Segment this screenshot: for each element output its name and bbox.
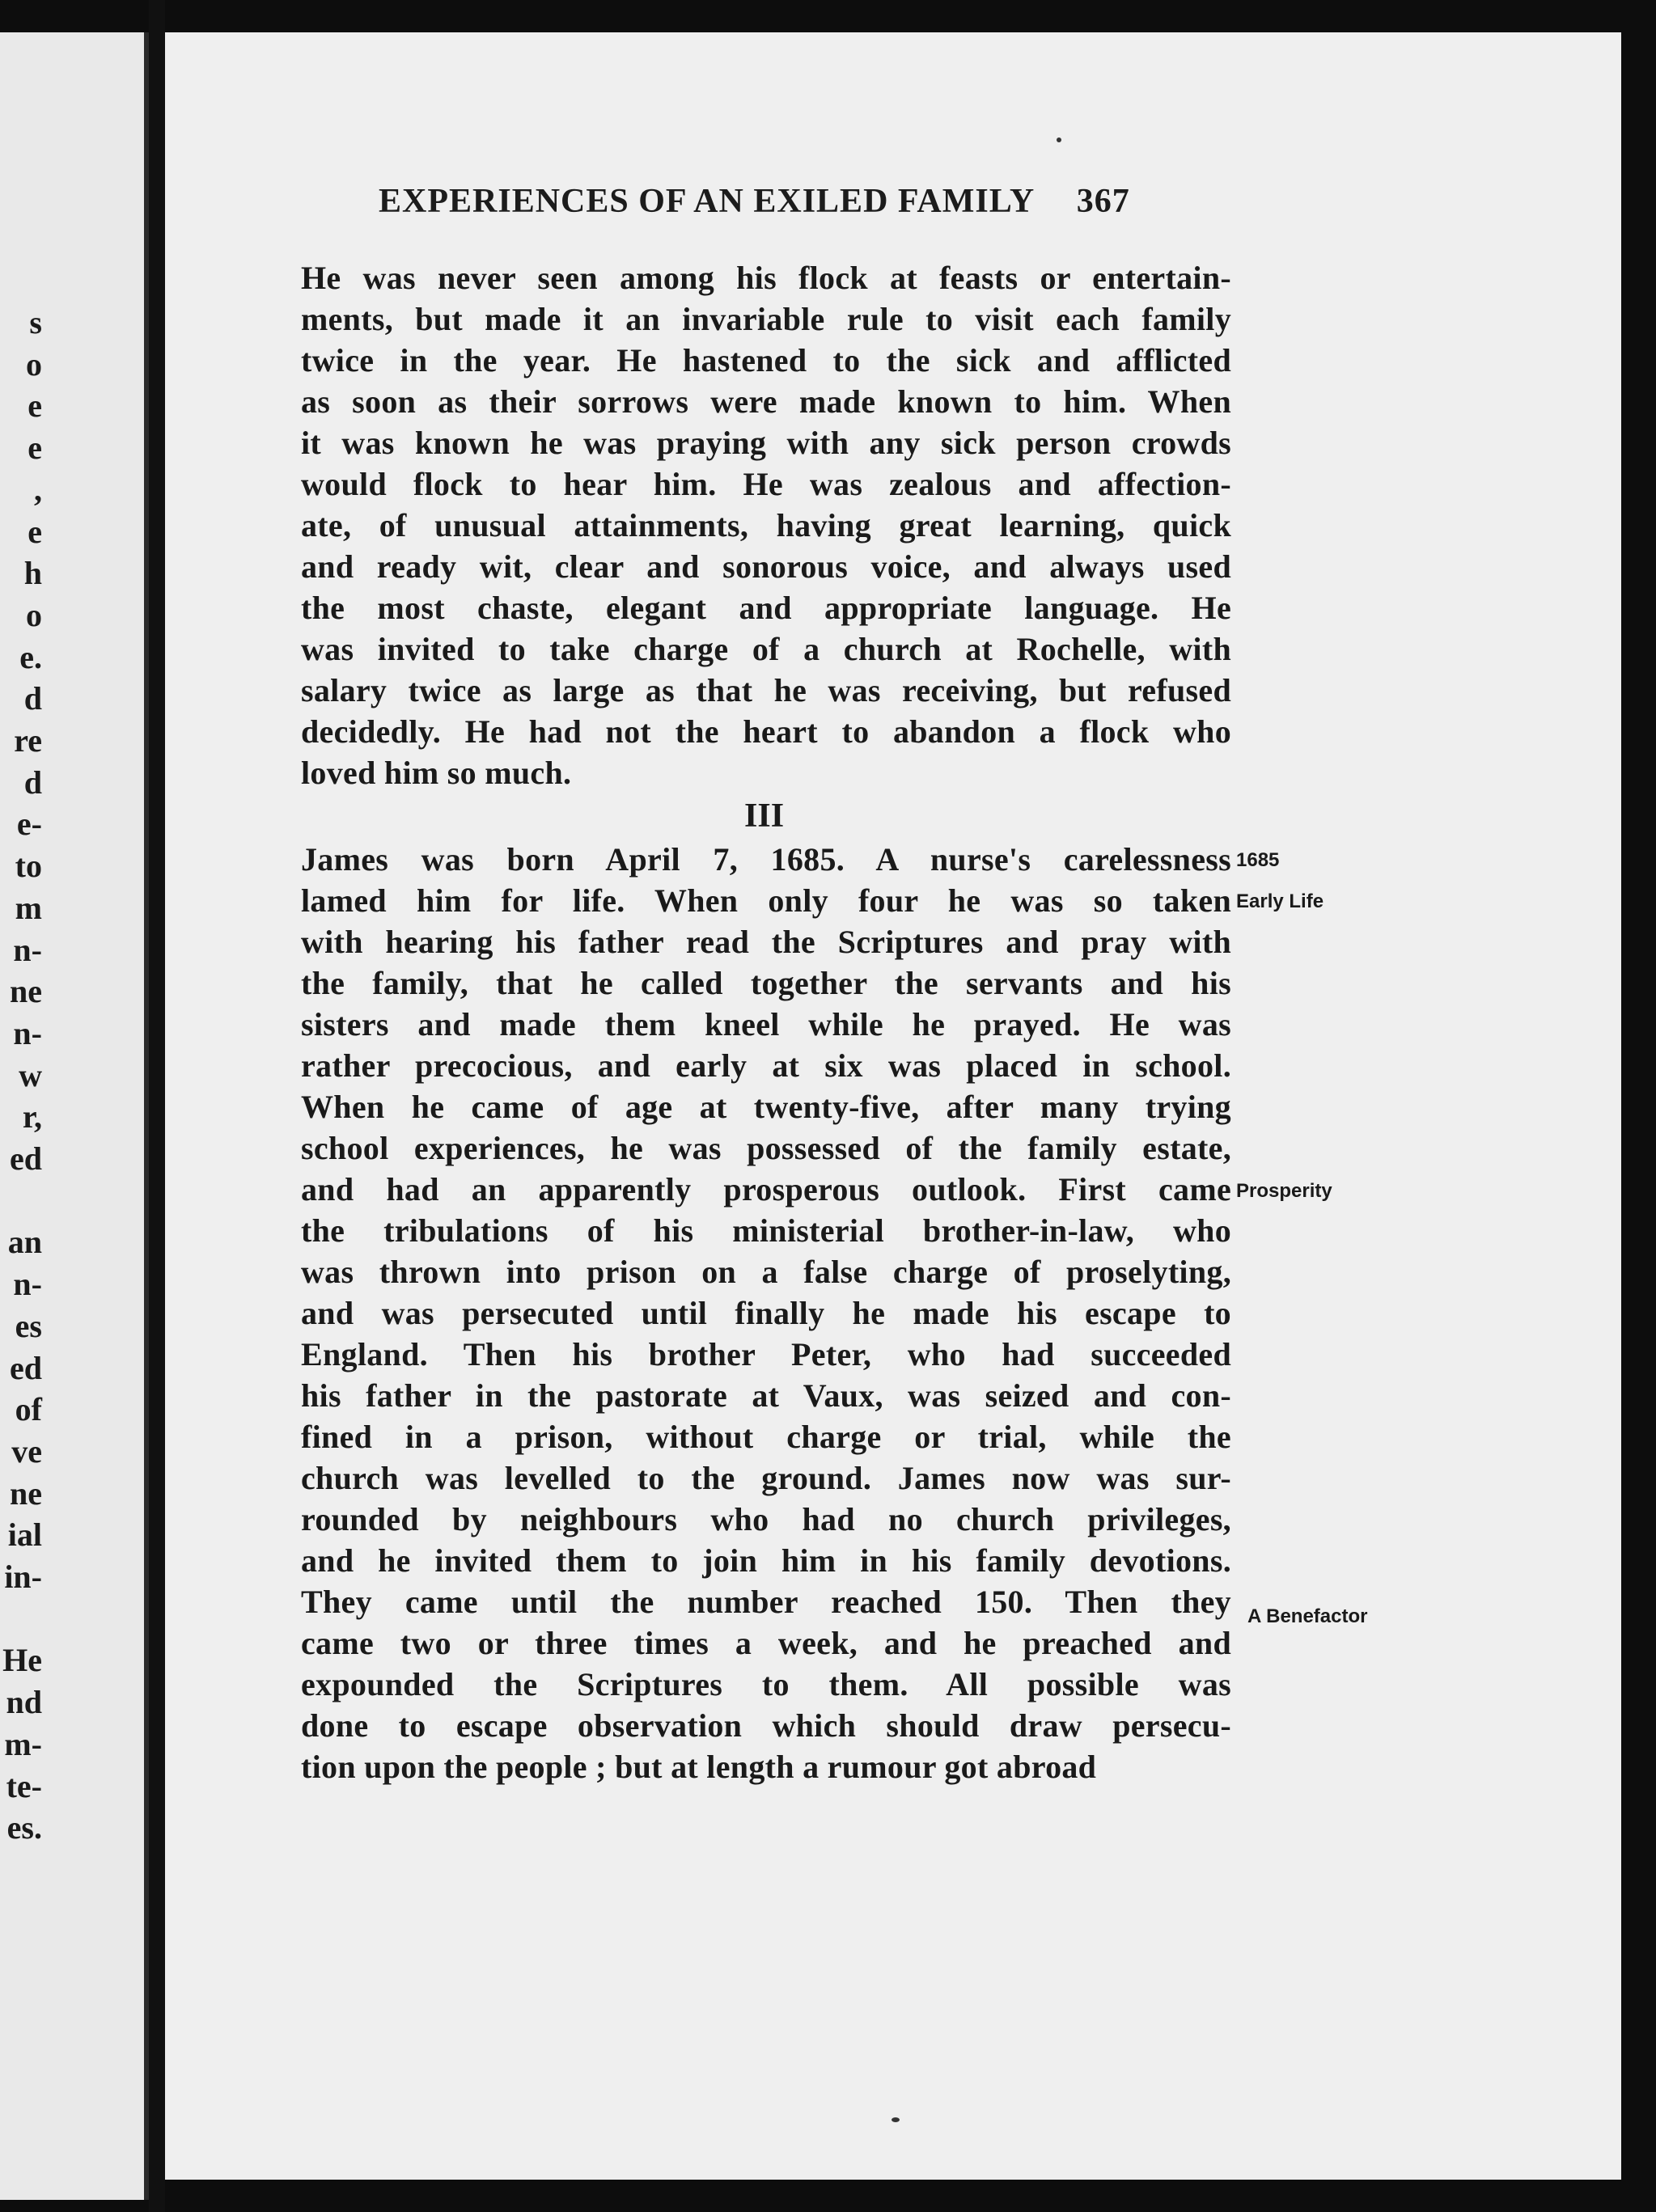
- text-line: When he came of age at twenty-five, after many trying: [301, 1089, 1231, 1125]
- text-line: ments, but made it an invariable rule to visit each family: [301, 301, 1231, 337]
- marginal-note-early-life: Early Life: [1236, 890, 1324, 912]
- paragraph-1: [301, 257, 1231, 793]
- text-line: it was known he was praying with any sick person crowds: [301, 425, 1231, 461]
- text-line: tion upon the people ; but at length a rumour got abroad: [301, 1749, 1097, 1785]
- left-page-fragment: ed: [10, 1349, 42, 1386]
- text-line: James was born April 7, 1685. A nurse's carelessness: [301, 841, 1231, 878]
- text-line: with hearing his father read the Scriptures and pray with: [301, 924, 1231, 960]
- text-line: They came until the number reached 150. Then they: [301, 1584, 1231, 1620]
- text-line: fined in a prison, without charge or trial, while the: [301, 1419, 1231, 1455]
- text-line: the family, that he called together the servants and his: [301, 965, 1231, 1001]
- text-line: and had an apparently prosperous outlook. First came: [301, 1171, 1231, 1208]
- left-page-fragment: to: [15, 848, 42, 885]
- left-page-fragment: d: [23, 763, 42, 801]
- text-line: sisters and made them kneel while he prayed. He was: [301, 1006, 1231, 1043]
- text-line: lamed him for life. When only four he was so taken: [301, 882, 1231, 919]
- text-line: and was persecuted until finally he made his escape to: [301, 1295, 1231, 1331]
- left-page-fragment: n-: [13, 1014, 42, 1051]
- left-page-fragment: h: [23, 555, 42, 592]
- text-line: He was never seen among his flock at feasts or entertain-: [301, 260, 1231, 296]
- left-page-fragment: He: [2, 1642, 42, 1679]
- print-speck: [892, 2117, 900, 2122]
- left-page-fragment: s: [29, 304, 42, 340]
- text-line: expounded the Scriptures to them. All possible was: [301, 1666, 1231, 1702]
- text-line: the most chaste, elegant and appropriate language. He: [301, 590, 1231, 626]
- left-page-fragment: e: [28, 429, 42, 467]
- text-line: school experiences, he was possessed of the family estate,: [301, 1130, 1231, 1166]
- left-page-fragment: ,: [34, 471, 42, 508]
- section-heading: III: [744, 797, 785, 835]
- text-line: loved him so much.: [301, 755, 572, 791]
- text-line: salary twice as large as that he was receiving, but refused: [301, 672, 1231, 708]
- header-title: EXPERIENCES OF AN EXILED FAMILY: [379, 183, 1034, 220]
- text-line: as soon as their sorrows were made known to him. When: [301, 383, 1231, 420]
- left-page-fragment: in-: [4, 1559, 42, 1595]
- left-page-fragment: e: [28, 513, 42, 550]
- left-page-fragment: of: [15, 1391, 42, 1428]
- text-line: England. Then his brother Peter, who had succeeded: [301, 1336, 1231, 1372]
- left-page-fragment: ve: [11, 1432, 42, 1470]
- text-line: his father in the pastorate at Vaux, was seized and con-: [301, 1377, 1231, 1414]
- left-page-fragment: d: [23, 680, 42, 717]
- left-page-fragment: n-: [13, 931, 42, 968]
- text-line: the tribulations of his ministerial brother-in-law, who: [301, 1212, 1231, 1249]
- left-page-fragment: an: [7, 1224, 42, 1261]
- left-page-fragment: ne: [10, 1474, 42, 1512]
- text-line: decidedly. He had not the heart to abandon a flock who: [301, 713, 1231, 750]
- text-line: was thrown into prison on a false charge of proselyting,: [301, 1254, 1231, 1290]
- left-page: [0, 32, 146, 2200]
- page-number: 367: [1076, 183, 1130, 220]
- marginal-note-year: 1685: [1236, 849, 1280, 871]
- marginal-note-benefactor: A Benefactor: [1247, 1605, 1368, 1627]
- left-page-fragment: es: [15, 1307, 42, 1344]
- left-page-fragment: e-: [16, 806, 42, 843]
- left-page-fragment: n-: [13, 1266, 42, 1303]
- left-page-fragment: m: [15, 889, 42, 926]
- text-line: church was levelled to the ground. James now was sur-: [301, 1460, 1231, 1496]
- text-line: rather precocious, and early at six was placed in school.: [301, 1047, 1231, 1084]
- text-line: rounded by neighbours who had no church privileges,: [301, 1501, 1231, 1537]
- left-page-fragment: ial: [7, 1516, 42, 1554]
- left-page-fragment: e: [28, 387, 42, 425]
- left-page-fragment: re: [14, 722, 42, 759]
- left-page-fragment: e.: [19, 638, 42, 675]
- print-speck: [1057, 137, 1061, 142]
- left-page-fragment: r,: [22, 1098, 42, 1136]
- text-line: would flock to hear him. He was zealous and affection-: [301, 466, 1231, 502]
- left-page-fragment: ed: [10, 1140, 42, 1177]
- left-page-fragment: ne: [10, 973, 42, 1010]
- left-page-fragment: m-: [4, 1725, 42, 1762]
- text-line: twice in the year. He hastened to the sick and afflicted: [301, 342, 1231, 379]
- left-page-fragment: nd: [6, 1684, 42, 1721]
- text-line: came two or three times a week, and he preached and: [301, 1625, 1231, 1661]
- book-gutter: [149, 0, 165, 2212]
- text-line: and ready wit, clear and sonorous voice, and always used: [301, 548, 1231, 585]
- left-page-fragment: o: [26, 596, 42, 633]
- text-line: ate, of unusual attainments, having great learning, quick: [301, 507, 1231, 543]
- left-page-fragment: es.: [6, 1809, 42, 1846]
- marginal-note-prosperity: Prosperity: [1236, 1180, 1332, 1202]
- text-line: was invited to take charge of a church at Rochelle, with: [301, 631, 1231, 667]
- paragraph-2: [301, 839, 1231, 1787]
- left-page-fragment: te-: [6, 1767, 42, 1804]
- text-line: done to escape observation which should draw persecu-: [301, 1707, 1231, 1744]
- text-line: and he invited them to join him in his family devotions.: [301, 1542, 1231, 1579]
- left-page-fragment: w: [19, 1056, 42, 1093]
- running-header: [379, 182, 1220, 221]
- left-page-fragment: o: [26, 345, 42, 383]
